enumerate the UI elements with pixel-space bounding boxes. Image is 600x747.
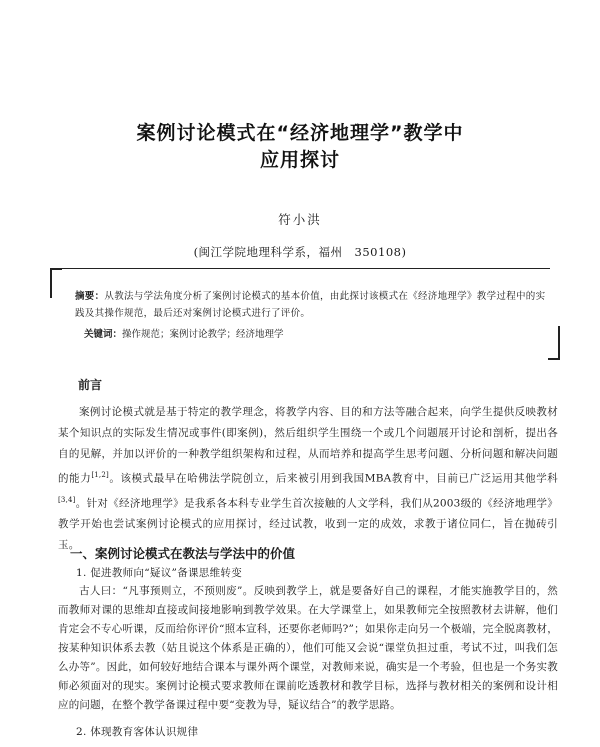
subheading-one: 1. 促进教师向“疑议”备课思维转变: [76, 567, 242, 579]
paper-title-line1: 案例讨论模式在“经济地理学”教学中: [136, 122, 464, 144]
section-one-paragraph: 古人曰：“凡事预则立，不预则废”。反映到教学上，就是要备好自己的课程，才能实施教学目的，然而教师对课的思维却直接或间接地影响到教学效果。在大学课堂上，如果教师完全按照教材去讲解，他们肯定会不专心听课，反而给你评价“照本宣科，还要你老师吗?”；如果你走向另一个极端，完全脱离教材，按某种知识体系去教（姑且说这个体系是正确的），他们可能又会说“课堂负担过重，考试不过，叫我们怎么办等”。因此，如何较好地结合课本与课外两个课堂，对教师来说，确实是一个考验，但也是一个务实教师必须面对的现实。案例讨论模式要求教师在课前吃透教材和教学目标，选择与教材相关的案例和设计相应的问题，在整个教学备课过程中要“变教为导，疑议结合”的教学思路。: [58, 585, 558, 711]
section-heading-one: 一、案例讨论模式在教法与学法中的价值: [70, 546, 296, 561]
subheading-two: 2. 体现教育客体认识规律: [76, 726, 199, 738]
author-affiliation: (闽江学院地理科学系，福州 350108): [193, 245, 407, 259]
keywords-label: 关键词：: [84, 329, 123, 340]
keywords: [84, 326, 284, 340]
abstract-box-top-rule: [50, 268, 550, 269]
section-heading-preface: 前言: [78, 378, 103, 392]
preface-paragraph: [58, 402, 558, 556]
preface-text-c: 。针对《经济地理学》是我系各本科专业学生首次接触的人文学科，我们从2003级的《经济地理学》教学开始也尝试案例讨论模式的应用探讨，经过试教，收到一定的成效，求教于诸位同仁，旨在抛砖引玉。: [58, 497, 558, 551]
abstract-box-corner-bottom-right: [548, 326, 560, 360]
abstract-box-corner-top-left: [50, 268, 62, 298]
preface-text-b: 。该模式最早在哈佛法学院创立，后来被引用到我国MBA教育中，目前已广泛运用其他学科: [108, 472, 559, 485]
preface-text-a: 案例讨论模式就是基于特定的教学理念，将教学内容、目的和方法等融合起来，向学生提供反映教材某个知识点的实际发生情况或事件(即案例)，然后组织学生围绕一个或几个问题展开讨论和剖析，提出各自的见解，并加以评价的一种教学组织架构和过程，从而培养和提高学生思考问题、分析问题和解决问题的能力: [58, 406, 558, 485]
citation-2: [3,4]: [58, 495, 76, 504]
abstract-label: 摘要：: [75, 291, 105, 302]
citation-1: [1,2]: [91, 471, 109, 479]
abstract: [75, 288, 555, 322]
abstract-box: [50, 268, 560, 360]
keywords-text: 操作规范；案例讨论教学；经济地理学: [122, 329, 284, 340]
author-name: 符小洪: [278, 212, 322, 227]
paper-title-line2: 应用探讨: [259, 149, 340, 171]
abstract-text: 从教法与学法角度分析了案例讨论模式的基本价值，由此探讨该模式在《经济地理学》教学过程中的实践及其操作规范，最后还对案例讨论模式进行了评价。: [75, 291, 546, 319]
